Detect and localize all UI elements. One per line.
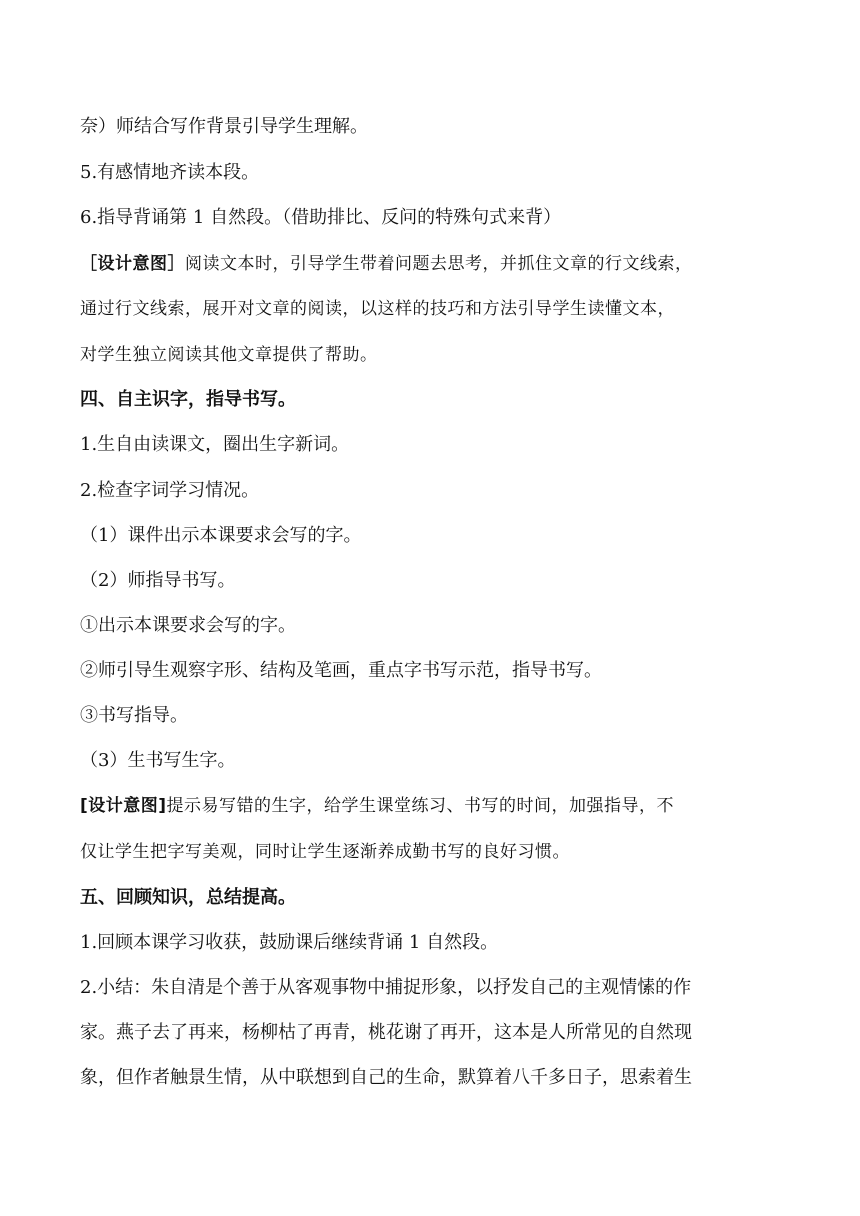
step-6: 6.指导背诵第 1 自然段。（借助排比、反问的特殊句式来背） [80, 207, 562, 228]
design-intent-tag: ［设计意图］ [80, 254, 185, 274]
paragraph-line: 奈）师结合写作背景引导学生理解。 [80, 116, 368, 137]
circled-step-2: ②师引导生观察字形、结构及笔画，重点字书写示范，指导书写。 [80, 660, 602, 681]
design-intent-line [80, 794, 780, 818]
sub-step-3: （3）生书写生字。 [80, 750, 236, 771]
step-1: 1.回顾本课学习收获，鼓励课后继续背诵 1 自然段。 [80, 932, 499, 953]
section-heading-4: 四、自主识字，指导书写。 [80, 389, 296, 410]
paragraph-line: 仅让学生把字写美观，同时让学生逐渐养成勤书写的良好习惯。 [80, 842, 570, 862]
design-intent-line [80, 252, 780, 276]
step-1: 1.生自由读课文，圈出生字新词。 [80, 434, 350, 455]
paragraph-line: 家。燕子去了再来，杨柳枯了再青，桃花谢了再开，这本是人所常见的自然现 [80, 1022, 692, 1043]
step-5: 5.有感情地齐读本段。 [80, 162, 260, 183]
paragraph-line: 象，但作者触景生情，从中联想到自己的生命，默算着八千多日子，思索着生 [80, 1067, 692, 1088]
sub-step-1: （1）课件出示本课要求会写的字。 [80, 525, 362, 546]
sub-step-2: （2）师指导书写。 [80, 570, 236, 591]
section-heading-5: 五、回顾知识，总结提高。 [80, 887, 296, 908]
design-intent-text: 阅读文本时，引导学生带着问题去思考，并抓住文章的行文线索， [185, 254, 693, 274]
circled-step-3: ③书写指导。 [80, 705, 188, 726]
design-intent-tag: [设计意图] [80, 796, 167, 816]
circled-step-1: ①出示本课要求会写的字。 [80, 615, 296, 636]
step-2: 2.小结：朱自清是个善于从客观事物中捕捉形象，以抒发自己的主观情愫的作 [80, 977, 692, 998]
paragraph-line: 通过行文线索，展开对文章的阅读，以这样的技巧和方法引导学生读懂文本， [80, 299, 675, 319]
paragraph-line: 对学生独立阅读其他文章提供了帮助。 [80, 345, 378, 365]
step-2: 2.检查字词学习情况。 [80, 480, 260, 501]
design-intent-text: 提示易写错的生字，给学生课堂练习、书写的时间，加强指导，不 [166, 796, 675, 816]
